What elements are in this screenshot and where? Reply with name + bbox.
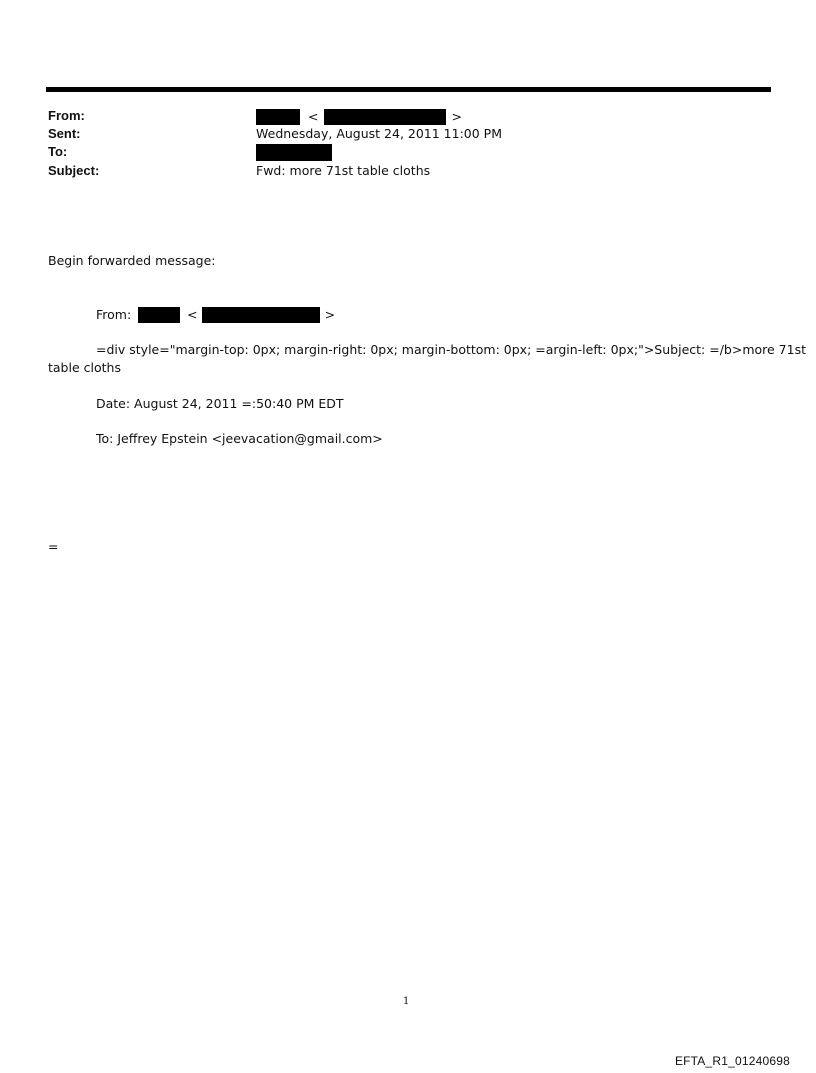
redacted-sender-name (256, 109, 300, 125)
forwarded-from-label: From: (96, 306, 132, 322)
to-label: To: (48, 144, 68, 159)
header-rule (46, 87, 771, 92)
subject-value: Fwd: more 71st table cloths (256, 163, 431, 178)
forward-intro: Begin forwarded message: (48, 253, 216, 268)
from-lt: < (307, 108, 319, 124)
from-value (256, 108, 462, 125)
sent-value: Wednesday, August 24, 2011 11:00 PM (256, 126, 502, 141)
from-label: From: (48, 108, 85, 123)
forwarded-from-gt: > (324, 306, 336, 322)
document-id: EFTA_R1_01240698 (674, 1054, 790, 1068)
from-gt: > (451, 108, 462, 124)
to-value (256, 144, 332, 161)
stray-equals-line: = (48, 539, 59, 554)
subject-label: Subject: (48, 163, 100, 178)
forwarded-from-lt: < (187, 306, 198, 322)
forwarded-from-line (96, 305, 335, 324)
div-markup-line: =div style="margin-top: 0px; margin-right: 0px; margin-bottom: 0px; =argin-left: 0px;">Subject: =/b>more 71st (96, 342, 806, 357)
forwarded-to-line: To: Jeffrey Epstein <jeevacation@gmail.com> (96, 431, 383, 446)
redacted-forwarded-name (138, 307, 180, 323)
div-markup-line-continued: table cloths (48, 360, 121, 375)
page-number: 1 (403, 996, 410, 1007)
forwarded-date-line: Date: August 24, 2011 =:50:40 PM EDT (96, 396, 344, 411)
redacted-sender-email (324, 109, 446, 125)
redacted-forwarded-email (202, 307, 320, 323)
redacted-recipient (256, 144, 332, 161)
sent-label: Sent: (48, 126, 81, 141)
